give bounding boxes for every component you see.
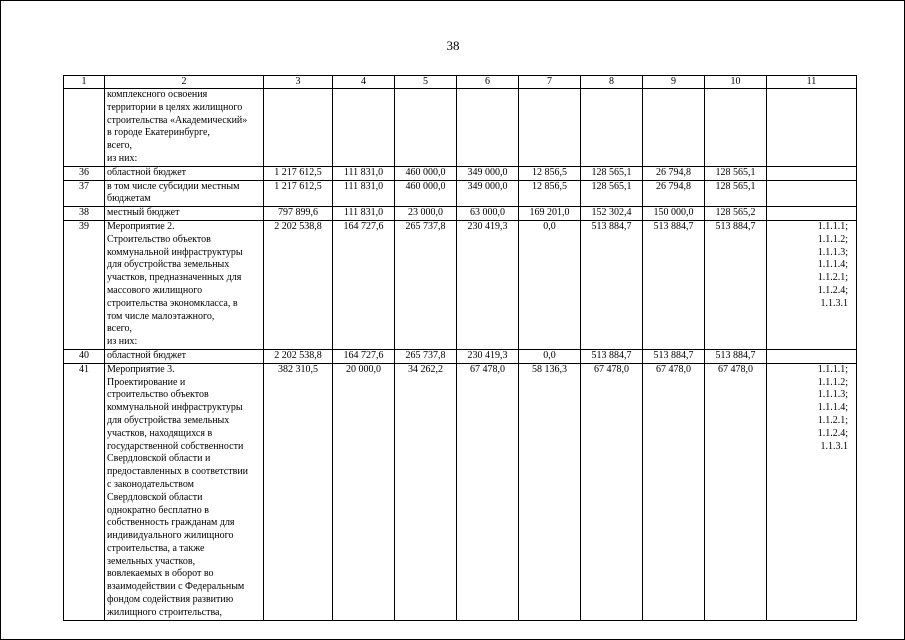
value-col-10: 128 565,1 xyxy=(705,166,767,180)
value-col-6: 349 000,0 xyxy=(457,166,519,180)
value-col-3: 382 310,5 xyxy=(264,363,333,620)
target-refs xyxy=(767,89,857,167)
value-col-3: 2 202 538,8 xyxy=(264,220,333,349)
column-header: 10 xyxy=(705,76,767,89)
value-col-6: 63 000,0 xyxy=(457,207,519,221)
target-refs xyxy=(767,166,857,180)
value-col-8: 67 478,0 xyxy=(581,363,643,620)
value-col-10: 128 565,1 xyxy=(705,180,767,207)
table-row xyxy=(64,166,857,180)
value-col-8 xyxy=(581,89,643,167)
row-number: 36 xyxy=(64,166,105,180)
value-col-10: 513 884,7 xyxy=(705,220,767,349)
value-col-9 xyxy=(643,89,705,167)
row-number: 40 xyxy=(64,349,105,363)
value-col-8: 128 565,1 xyxy=(581,180,643,207)
column-header: 4 xyxy=(333,76,395,89)
value-col-4: 111 831,0 xyxy=(333,166,395,180)
value-col-5: 265 737,8 xyxy=(395,220,457,349)
value-col-7: 169 201,0 xyxy=(519,207,581,221)
column-header: 9 xyxy=(643,76,705,89)
value-col-4: 111 831,0 xyxy=(333,207,395,221)
value-col-5: 23 000,0 xyxy=(395,207,457,221)
value-col-5: 265 737,8 xyxy=(395,349,457,363)
value-col-9: 67 478,0 xyxy=(643,363,705,620)
row-number: 41 xyxy=(64,363,105,620)
table-row xyxy=(64,363,857,620)
table-row xyxy=(64,220,857,349)
column-header: 7 xyxy=(519,76,581,89)
value-col-5 xyxy=(395,89,457,167)
value-col-5: 460 000,0 xyxy=(395,166,457,180)
value-col-10: 128 565,2 xyxy=(705,207,767,221)
table-row xyxy=(64,89,857,167)
value-col-7: 58 136,3 xyxy=(519,363,581,620)
page-number: 38 xyxy=(446,38,460,53)
value-col-8: 513 884,7 xyxy=(581,349,643,363)
row-number: 39 xyxy=(64,220,105,349)
value-col-7: 12 856,5 xyxy=(519,180,581,207)
value-col-4 xyxy=(333,89,395,167)
target-refs xyxy=(767,207,857,221)
value-col-10: 67 478,0 xyxy=(705,363,767,620)
table-row xyxy=(64,349,857,363)
column-header: 2 xyxy=(105,76,264,89)
value-col-3 xyxy=(264,89,333,167)
value-col-3: 2 202 538,8 xyxy=(264,349,333,363)
value-col-4: 111 831,0 xyxy=(333,180,395,207)
value-col-6: 67 478,0 xyxy=(457,363,519,620)
row-name: областной бюджет xyxy=(105,349,264,363)
value-col-10: 513 884,7 xyxy=(705,349,767,363)
value-col-10 xyxy=(705,89,767,167)
row-name: Мероприятие 3. Проектирование и строительство объектов коммунальной инфраструктуры для обустройства земельных участков, находящихся в государственной собственности Свердловской области и предоставленных в соответствии с законодательством Свердловской области однократно бесплатно в собственность гражданам для индивидуального жилищного строительства, а также земельных участков, вовлекаемых в оборот во взаимодействии с Федеральным фондом содействия развитию жилищного строительства, xyxy=(105,363,264,620)
row-number: 38 xyxy=(64,207,105,221)
value-col-9: 26 794,8 xyxy=(643,166,705,180)
budget-table xyxy=(63,75,857,621)
target-refs: 1.1.1.1; 1.1.1.2; 1.1.1.3; 1.1.1.4; 1.1.2.1; 1.1.2.4; 1.1.3.1 xyxy=(767,220,857,349)
column-header: 1 xyxy=(64,76,105,89)
value-col-6: 230 419,3 xyxy=(457,349,519,363)
row-name: местный бюджет xyxy=(105,207,264,221)
value-col-7: 0,0 xyxy=(519,349,581,363)
value-col-3: 1 217 612,5 xyxy=(264,180,333,207)
column-header: 3 xyxy=(264,76,333,89)
target-refs xyxy=(767,349,857,363)
row-name: комплексного освоения территории в целях жилищного строительства «Академический» в городе Екатеринбурге, всего, из них: xyxy=(105,89,264,167)
table-row xyxy=(64,207,857,221)
row-name: областной бюджет xyxy=(105,166,264,180)
header-row xyxy=(64,76,857,89)
row-number xyxy=(64,89,105,167)
value-col-8: 128 565,1 xyxy=(581,166,643,180)
value-col-6 xyxy=(457,89,519,167)
value-col-7 xyxy=(519,89,581,167)
value-col-3: 1 217 612,5 xyxy=(264,166,333,180)
column-header: 8 xyxy=(581,76,643,89)
value-col-6: 349 000,0 xyxy=(457,180,519,207)
target-refs: 1.1.1.1; 1.1.1.2; 1.1.1.3; 1.1.1.4; 1.1.2.1; 1.1.2.4; 1.1.3.1 xyxy=(767,363,857,620)
value-col-9: 26 794,8 xyxy=(643,180,705,207)
value-col-6: 230 419,3 xyxy=(457,220,519,349)
value-col-3: 797 899,6 xyxy=(264,207,333,221)
value-col-7: 12 856,5 xyxy=(519,166,581,180)
row-name: Мероприятие 2. Строительство объектов коммунальной инфраструктуры для обустройства земельных участков, предназначенных для массового жилищного строительства экономкласса, в том числе малоэтажного, всего, из них: xyxy=(105,220,264,349)
value-col-5: 34 262,2 xyxy=(395,363,457,620)
value-col-7: 0,0 xyxy=(519,220,581,349)
value-col-8: 152 302,4 xyxy=(581,207,643,221)
value-col-4: 164 727,6 xyxy=(333,349,395,363)
value-col-9: 150 000,0 xyxy=(643,207,705,221)
row-name: в том числе субсидии местным бюджетам xyxy=(105,180,264,207)
value-col-4: 164 727,6 xyxy=(333,220,395,349)
column-header: 6 xyxy=(457,76,519,89)
column-header: 5 xyxy=(395,76,457,89)
value-col-8: 513 884,7 xyxy=(581,220,643,349)
row-number: 37 xyxy=(64,180,105,207)
target-refs xyxy=(767,180,857,207)
value-col-9: 513 884,7 xyxy=(643,349,705,363)
column-header: 11 xyxy=(767,76,857,89)
table-row xyxy=(64,180,857,207)
value-col-4: 20 000,0 xyxy=(333,363,395,620)
value-col-9: 513 884,7 xyxy=(643,220,705,349)
value-col-5: 460 000,0 xyxy=(395,180,457,207)
